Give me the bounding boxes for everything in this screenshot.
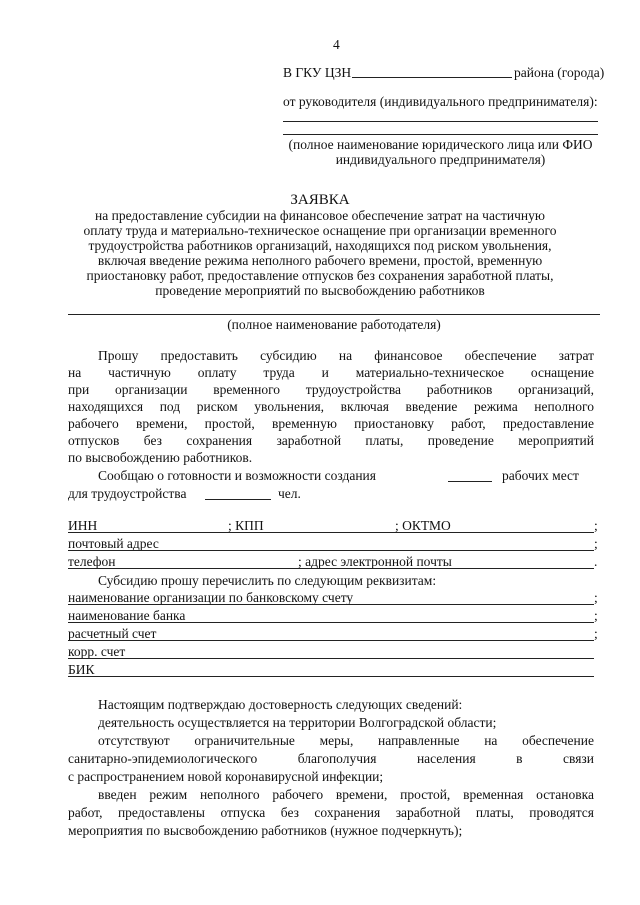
confirm-line: мероприятия по высвобождению работников (нужное подчеркнуть); xyxy=(68,823,463,838)
from-blank-1 xyxy=(283,121,598,122)
subtitle-line: включая введение режима неполного рабочего времени, простой, временную xyxy=(97,253,543,268)
paragraph-line: Прошу предоставить субсидию на финансовое обеспечение затрат xyxy=(98,348,594,363)
row-end-mark: . xyxy=(594,554,598,569)
confirm-line: введен режим неполного рабочего времени, простой, временная остановка xyxy=(98,787,594,802)
row-end-mark: ; xyxy=(594,626,598,641)
paragraph-line: находящихся под риском увольнения, включая введение режима неполного xyxy=(68,399,594,414)
document-title: ЗАЯВКА xyxy=(290,192,350,208)
paragraph-line: отпусков без сохранения заработной платы, проведение мероприятий xyxy=(68,433,594,448)
paragraph-line: при организации временного трудоустройства работников организаций, xyxy=(68,382,594,397)
from-blank-2 xyxy=(283,134,598,135)
phone-label: телефон xyxy=(68,554,116,569)
subtitle-line: оплату труда и материально-техническое оснащение при организации временного xyxy=(83,223,557,238)
row-end-mark: ; xyxy=(594,518,598,533)
district-blank xyxy=(352,77,512,78)
bik-label: БИК xyxy=(68,662,95,677)
row-end-mark: ; xyxy=(594,536,598,551)
from-hint-1: (полное наименование юридического лица или ФИО xyxy=(288,137,593,152)
employer-blank xyxy=(68,314,600,315)
page-number: 4 xyxy=(333,37,340,52)
corr-account-blank[interactable] xyxy=(68,658,594,659)
confirm-line: работ, предоставлены отпуска без сохранения заработной платы, проводятся xyxy=(68,805,594,820)
org-name-label: наименование организации по банковскому счету xyxy=(68,590,354,605)
oktmo-label: ; ОКТМО xyxy=(395,518,451,533)
email-label: ; адрес электронной почты xyxy=(298,554,452,569)
phone-row-blank[interactable] xyxy=(68,568,594,569)
subtitle-line: трудоустройства работников организаций, находящихся под риском увольнения, xyxy=(88,238,552,253)
kpp-label: ; КПП xyxy=(228,518,264,533)
confirm-intro: Настоящим подтверждаю достоверность следующих сведений: xyxy=(98,697,463,712)
paragraph-line: на частичную оплату труда и материально-техническое оснащение xyxy=(68,365,594,380)
confirm-line: с распространением новой коронавирусной инфекции; xyxy=(68,769,384,784)
corr-account-label: корр. счет xyxy=(68,644,126,659)
confirm-line: отсутствуют ограничительные меры, направленные на обеспечение xyxy=(98,733,594,748)
addressee-suffix: района (города) xyxy=(514,65,605,80)
jobs-count-blank[interactable] xyxy=(448,481,492,482)
bank-name-label: наименование банка xyxy=(68,608,186,623)
inn-label: ИНН xyxy=(68,518,98,533)
from-hint-2: индивидуального предпринимателя) xyxy=(335,152,546,167)
subtitle-line: на предоставление субсидии на финансовое обеспечение затрат на частичную xyxy=(95,208,545,223)
readiness-text-1: Сообщаю о готовности и возможности создания xyxy=(98,468,376,483)
subtitle-line: проведение мероприятий по высвобождению работников xyxy=(155,283,485,298)
postal-address-label: почтовый адрес xyxy=(68,536,159,551)
row-end-mark: ; xyxy=(594,608,598,623)
account-label: расчетный счет xyxy=(68,626,157,641)
from-label: от руководителя (индивидуального предпринимателя): xyxy=(283,94,598,109)
readiness-text-3: для трудоустройства xyxy=(68,486,187,501)
postal-address-blank[interactable] xyxy=(68,550,594,551)
addressee-prefix: В ГКУ ЦЗН xyxy=(283,65,352,80)
readiness-text-2: рабочих мест xyxy=(502,468,579,483)
inn-row-blank[interactable] xyxy=(68,532,594,533)
org-name-blank[interactable] xyxy=(68,604,594,605)
bank-details-intro: Субсидию прошу перечислить по следующим реквизитам: xyxy=(98,573,437,588)
account-blank[interactable] xyxy=(68,640,594,641)
bank-name-blank[interactable] xyxy=(68,622,594,623)
people-count-blank[interactable] xyxy=(205,499,271,500)
confirm-line: санитарно-эпидемиологического благополучия населения в связи xyxy=(68,751,594,766)
employer-hint: (полное наименование работодателя) xyxy=(227,317,441,332)
confirm-item-territory: деятельность осуществляется на территории Волгоградской области; xyxy=(98,715,497,730)
paragraph-line: рабочего времени, простой, временную приостановку работ, предоставление xyxy=(68,416,594,431)
subtitle-line: приостановку работ, предоставление отпусков без сохранения заработной платы, xyxy=(86,268,554,283)
readiness-text-4: чел. xyxy=(278,486,301,501)
row-end-mark: ; xyxy=(594,590,598,605)
bik-blank[interactable] xyxy=(68,676,594,677)
paragraph-line: по высвобождению работников. xyxy=(68,450,253,465)
